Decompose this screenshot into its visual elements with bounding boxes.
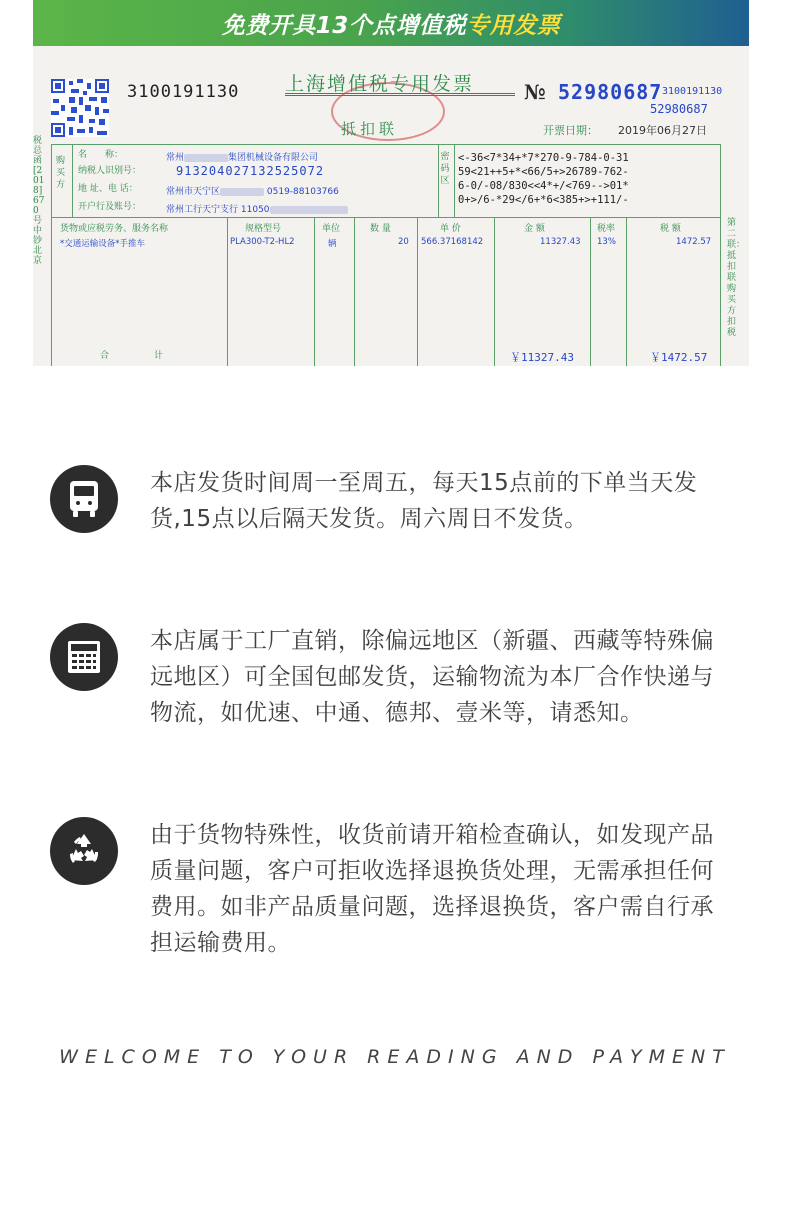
th-amount: 金 额 [524, 224, 545, 234]
cipher-line: 0+>/6-*29</6+*6<385+>+111/- [458, 194, 629, 206]
invoice-banner [33, 0, 749, 46]
grid-line [590, 217, 591, 366]
banner-highlight: 专用发票 [466, 12, 561, 39]
invoice-title: 上海增值税专用发票 [285, 73, 475, 95]
invoice-code: 3100191130 [127, 82, 240, 102]
invoice-number: 52980687 [558, 80, 663, 104]
grid-line [354, 217, 355, 366]
buyer-address [166, 184, 339, 197]
side-print-left: 税总函[2018]670号中钞北京 [33, 136, 45, 266]
item-tax: 1472.57 [676, 237, 712, 247]
item-spec: PLA300-T2-HL2 [230, 237, 295, 247]
banner-text: 免费开具13个点增值税 [221, 12, 467, 39]
item-name: *交通运输设备*手推车 [60, 239, 146, 249]
qr-code-icon [51, 79, 109, 137]
invoice-no-label: № [524, 80, 546, 104]
redacted-mask [270, 206, 348, 214]
notice-text: 本店发货时间周一至周五，每天15点前的下单当天发货,15点以后隔天发货。周六周日不发货。 [150, 470, 698, 532]
total-amount: ￥11327.43 [510, 351, 574, 364]
item-amount: 11327.43 [540, 237, 581, 247]
buyer-name [166, 150, 318, 163]
calculator-icon [50, 623, 118, 691]
item-unit-price: 566.37168142 [421, 237, 484, 247]
invoice-date-label: 开票日期： [543, 124, 598, 137]
grid-line [626, 217, 627, 366]
grid-line [494, 217, 495, 366]
th-spec: 规格型号 [245, 224, 282, 234]
title-underline [285, 93, 515, 96]
th-tax: 税 额 [660, 224, 681, 234]
buyer-bank-label: 开户行及账号： [78, 202, 142, 212]
item-qty: 20 [398, 237, 409, 247]
notice-text: 本店属于工厂直销，除偏远地区（新疆、西藏等特殊偏远地区）可全国包邮发货，运输物流为本厂合作快递与物流，如优速、中通、德邦、壹米等，请悉知。 [150, 628, 714, 726]
item-rate: 13% [597, 237, 616, 247]
buyer-taxid-label: 纳税人识别号： [78, 166, 142, 176]
buyer-bank [166, 202, 348, 215]
cipher-block [458, 151, 629, 207]
cipher-line: 59<21++5+*<66/5+>26789-762- [458, 166, 629, 178]
grid-line [314, 217, 315, 366]
th-price: 单 价 [440, 224, 461, 234]
grid-line [227, 217, 228, 366]
redacted-mask [220, 188, 264, 196]
buyer-section-label: 购买方 [56, 156, 66, 190]
buyer-address-label: 地 址、电 话： [78, 184, 138, 194]
grid-line [417, 217, 418, 366]
redacted-mask [184, 154, 228, 162]
th-qty: 数 量 [370, 224, 391, 234]
total-tax: ￥1472.57 [650, 351, 708, 364]
buyer-name-label: 名 称： [78, 150, 124, 160]
side-print-right: 第二联：抵扣联 购买方扣税 [727, 218, 746, 338]
cipher-section-label: 密码区 [440, 152, 450, 186]
invoice-number-repeat: 52980687 [650, 102, 708, 116]
th-unit: 单位 [322, 224, 341, 234]
buyer-address-text: 常州市天宁区 [166, 187, 221, 197]
buyer-name-suffix: 集团机械设备有限公司 [228, 153, 319, 163]
vat-invoice-image [33, 46, 749, 366]
footer-welcome: WELCOME TO YOUR READING AND PAYMENT [59, 1046, 731, 1068]
cipher-line: <-36<7*34+*7*270-9-784-0-31 [458, 152, 629, 164]
invoice-number-code-small: 3100191130 [662, 86, 723, 97]
bus-icon [50, 465, 118, 533]
buyer-account-prefix: 11050 [240, 205, 270, 215]
item-unit: 辆 [328, 239, 337, 249]
th-name: 货物或应税劳务、服务名称 [60, 224, 169, 234]
buyer-bank-text: 常州工行天宁支行 [166, 205, 239, 215]
invoice-copy-type: 抵扣联 [341, 120, 399, 138]
invoice-grid [51, 144, 721, 366]
grid-line [52, 217, 720, 218]
th-rate: 税率 [597, 224, 616, 234]
notice-text: 由于货物特殊性，收货前请开箱检查确认，如发现产品质量问题，客户可拒收选择退换货处理，无需承担任何费用。如非产品质量问题，选择退换货，客户需自行承担运输费用。 [150, 822, 714, 956]
buyer-phone: 0519-88103766 [266, 187, 339, 197]
grid-line [72, 145, 73, 217]
invoice-date: 2019年06月27日 [618, 124, 707, 137]
cipher-line: 6-0/-08/830<<4*+/<769-->01* [458, 180, 629, 192]
recycle-icon [50, 817, 118, 885]
total-label: 合 计 [100, 351, 164, 361]
grid-line [454, 145, 455, 217]
buyer-taxid: 913204027132525072 [176, 164, 325, 178]
buyer-name-prefix: 常州 [166, 153, 185, 163]
